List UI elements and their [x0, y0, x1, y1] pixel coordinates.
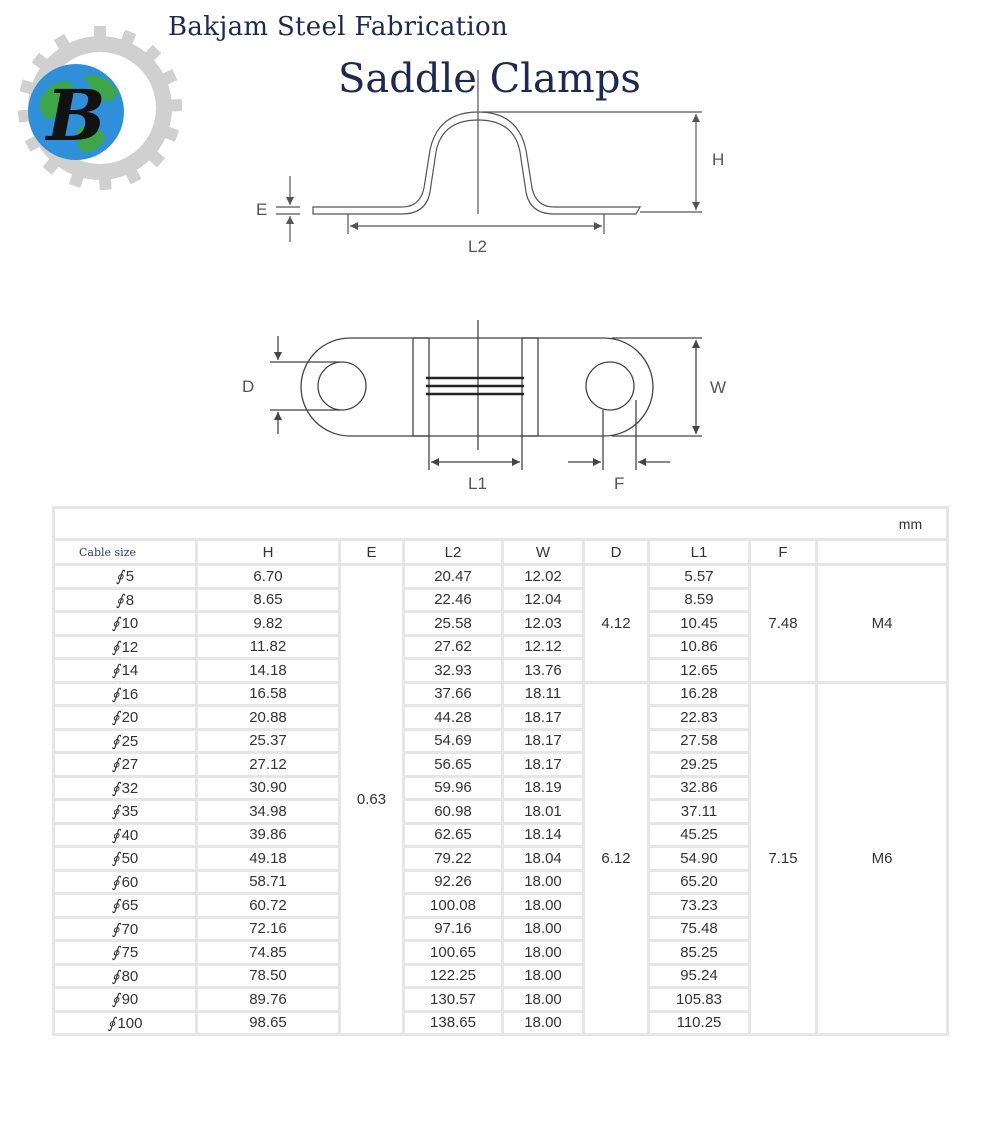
cell-cable-size	[54, 823, 197, 847]
spec-table	[52, 506, 949, 1036]
cell-l1: 37.11	[649, 800, 750, 824]
cell-cable-size	[54, 588, 197, 612]
cell-h: 9.82	[197, 612, 340, 636]
cell-h: 30.90	[197, 776, 340, 800]
cell-cable-size	[54, 729, 197, 753]
spec-table-body	[54, 508, 948, 1035]
cell-w: 12.03	[503, 612, 584, 636]
cell-l1: 5.57	[649, 565, 750, 589]
cell-w: 18.00	[503, 941, 584, 965]
diameter-symbol: ∮	[111, 943, 120, 962]
technical-drawing	[0, 0, 1000, 500]
cell-w: 18.00	[503, 964, 584, 988]
cell-f: 7.48	[750, 565, 817, 683]
cell-l2: 32.93	[404, 659, 503, 683]
cell-h: 98.65	[197, 1011, 340, 1035]
cell-l2: 59.96	[404, 776, 503, 800]
table-row	[54, 682, 948, 706]
header-e: E	[340, 540, 404, 565]
cell-h: 25.37	[197, 729, 340, 753]
cell-l1: 12.65	[649, 659, 750, 683]
cell-l1: 22.83	[649, 706, 750, 730]
cell-l2: 44.28	[404, 706, 503, 730]
diameter-symbol: ∮	[111, 637, 120, 656]
cable-size-value: 32	[121, 779, 139, 797]
diameter-symbol: ∮	[111, 614, 120, 633]
cell-cable-size	[54, 706, 197, 730]
logo-letter: B	[46, 74, 106, 157]
cell-cable-size	[54, 941, 197, 965]
cell-l2: 79.22	[404, 847, 503, 871]
cell-l1: 73.23	[649, 894, 750, 918]
cell-h: 74.85	[197, 941, 340, 965]
cell-w: 18.00	[503, 917, 584, 941]
cell-l2: 60.98	[404, 800, 503, 824]
cell-l1: 110.25	[649, 1011, 750, 1035]
header-f: F	[750, 540, 817, 565]
diameter-symbol: ∮	[115, 590, 124, 609]
header-cable-size: Cable size	[54, 540, 197, 565]
cell-l2: 27.62	[404, 635, 503, 659]
cell-bolt: M6	[817, 682, 948, 1035]
cable-size-value: 5	[125, 568, 135, 586]
diameter-symbol: ∮	[111, 919, 120, 938]
diameter-symbol: ∮	[111, 731, 120, 750]
cell-f: 7.15	[750, 682, 817, 1035]
cell-w: 13.76	[503, 659, 584, 683]
cell-l1: 45.25	[649, 823, 750, 847]
diameter-symbol: ∮	[111, 755, 120, 774]
diameter-symbol: ∮	[115, 567, 124, 586]
diameter-symbol: ∮	[111, 872, 120, 891]
cell-e: 0.63	[340, 565, 404, 1035]
cell-h: 49.18	[197, 847, 340, 871]
diameter-symbol: ∮	[111, 684, 120, 703]
header-l2: L2	[404, 540, 503, 565]
cable-size-value: 16	[121, 685, 139, 703]
cell-l1: 27.58	[649, 729, 750, 753]
cable-size-value: 70	[121, 920, 139, 938]
cell-l2: 92.26	[404, 870, 503, 894]
cell-cable-size	[54, 659, 197, 683]
cell-h: 72.16	[197, 917, 340, 941]
cell-cable-size	[54, 800, 197, 824]
dim-label-h: H	[712, 150, 725, 169]
table-row	[54, 565, 948, 589]
diameter-symbol: ∮	[111, 849, 120, 868]
diameter-symbol: ∮	[111, 661, 120, 680]
dim-label-l1: L1	[468, 474, 487, 493]
diameter-symbol: ∮	[111, 825, 120, 844]
cable-size-value: 90	[121, 991, 139, 1009]
cell-cable-size	[54, 847, 197, 871]
cell-d: 6.12	[584, 682, 649, 1035]
cell-cable-size	[54, 988, 197, 1012]
cell-l2: 138.65	[404, 1011, 503, 1035]
diameter-symbol: ∮	[107, 1013, 116, 1032]
cell-w: 18.00	[503, 988, 584, 1012]
cell-h: 16.58	[197, 682, 340, 706]
cell-l1: 85.25	[649, 941, 750, 965]
cell-w: 18.14	[503, 823, 584, 847]
cell-w: 18.01	[503, 800, 584, 824]
dim-label-d: D	[242, 377, 255, 396]
cell-w: 18.00	[503, 1011, 584, 1035]
cell-l1: 32.86	[649, 776, 750, 800]
page-title: Saddle Clamps	[338, 56, 641, 102]
cell-l2: 100.08	[404, 894, 503, 918]
cable-size-value: 25	[121, 732, 139, 750]
cable-size-value: 27	[121, 756, 139, 774]
dim-label-f: F	[614, 474, 625, 493]
cable-size-value: 65	[121, 897, 139, 915]
cable-size-value: 10	[121, 615, 139, 633]
cable-size-value: 12	[121, 638, 139, 656]
cell-w: 12.04	[503, 588, 584, 612]
cell-l2: 100.65	[404, 941, 503, 965]
cell-cable-size	[54, 753, 197, 777]
cell-h: 34.98	[197, 800, 340, 824]
header-bolt	[817, 540, 948, 565]
cell-l2: 56.65	[404, 753, 503, 777]
cable-size-value: 8	[125, 591, 135, 609]
cell-l2: 37.66	[404, 682, 503, 706]
cell-w: 18.00	[503, 870, 584, 894]
cable-size-value: 35	[121, 803, 139, 821]
cell-h: 60.72	[197, 894, 340, 918]
cable-size-value: 100	[117, 1014, 143, 1032]
cable-size-value: 60	[121, 873, 139, 891]
cell-w: 18.17	[503, 706, 584, 730]
cell-h: 11.82	[197, 635, 340, 659]
cell-l1: 54.90	[649, 847, 750, 871]
cell-h: 39.86	[197, 823, 340, 847]
cable-size-value: 75	[121, 944, 139, 962]
diameter-symbol: ∮	[111, 896, 120, 915]
cell-cable-size	[54, 682, 197, 706]
cell-l2: 22.46	[404, 588, 503, 612]
cell-w: 18.17	[503, 753, 584, 777]
cable-size-value: 80	[121, 967, 139, 985]
cell-l1: 105.83	[649, 988, 750, 1012]
cell-w: 18.17	[503, 729, 584, 753]
cell-l2: 54.69	[404, 729, 503, 753]
cell-l1: 16.28	[649, 682, 750, 706]
cell-l1: 10.45	[649, 612, 750, 636]
cell-l2: 97.16	[404, 917, 503, 941]
header-l1: L1	[649, 540, 750, 565]
cable-size-value: 14	[121, 662, 139, 680]
cell-w: 18.04	[503, 847, 584, 871]
unit-row	[54, 508, 948, 540]
cell-cable-size	[54, 964, 197, 988]
cell-h: 58.71	[197, 870, 340, 894]
cell-h: 27.12	[197, 753, 340, 777]
cell-w: 18.19	[503, 776, 584, 800]
header-h: H	[197, 540, 340, 565]
cell-l1: 95.24	[649, 964, 750, 988]
cell-l1: 29.25	[649, 753, 750, 777]
cell-cable-size	[54, 635, 197, 659]
cell-l2: 130.57	[404, 988, 503, 1012]
cell-bolt: M4	[817, 565, 948, 683]
cell-l1: 10.86	[649, 635, 750, 659]
diameter-symbol: ∮	[111, 990, 120, 1009]
cell-l2: 25.58	[404, 612, 503, 636]
cell-cable-size	[54, 612, 197, 636]
cell-cable-size	[54, 894, 197, 918]
header-d: D	[584, 540, 649, 565]
cell-h: 6.70	[197, 565, 340, 589]
cable-size-value: 40	[121, 826, 139, 844]
diameter-symbol: ∮	[111, 778, 120, 797]
header-w: W	[503, 540, 584, 565]
cell-cable-size	[54, 870, 197, 894]
cell-l1: 75.48	[649, 917, 750, 941]
company-name: Bakjam Steel Fabrication	[168, 12, 509, 42]
cell-d: 4.12	[584, 565, 649, 683]
diameter-symbol: ∮	[111, 708, 120, 727]
diameter-symbol: ∮	[111, 966, 120, 985]
cell-w: 12.02	[503, 565, 584, 589]
cell-l1: 8.59	[649, 588, 750, 612]
cell-l2: 20.47	[404, 565, 503, 589]
cell-l2: 62.65	[404, 823, 503, 847]
cell-cable-size	[54, 1011, 197, 1035]
cable-size-value: 20	[121, 709, 139, 727]
unit-label: mm	[54, 508, 948, 540]
side-view	[276, 70, 702, 242]
cell-h: 78.50	[197, 964, 340, 988]
cell-cable-size	[54, 565, 197, 589]
cell-h: 14.18	[197, 659, 340, 683]
cell-w: 18.00	[503, 894, 584, 918]
cell-h: 8.65	[197, 588, 340, 612]
dim-label-e: E	[256, 200, 268, 219]
cable-size-value: 50	[121, 850, 139, 868]
cell-l2: 122.25	[404, 964, 503, 988]
cell-w: 18.11	[503, 682, 584, 706]
dim-label-w: W	[710, 378, 727, 397]
dim-label-l2: L2	[468, 237, 487, 256]
cell-l1: 65.20	[649, 870, 750, 894]
cell-w: 12.12	[503, 635, 584, 659]
header-row	[54, 540, 948, 565]
cell-h: 89.76	[197, 988, 340, 1012]
grip-lines	[426, 378, 524, 394]
cell-h: 20.88	[197, 706, 340, 730]
cell-cable-size	[54, 776, 197, 800]
diameter-symbol: ∮	[111, 802, 120, 821]
cell-cable-size	[54, 917, 197, 941]
